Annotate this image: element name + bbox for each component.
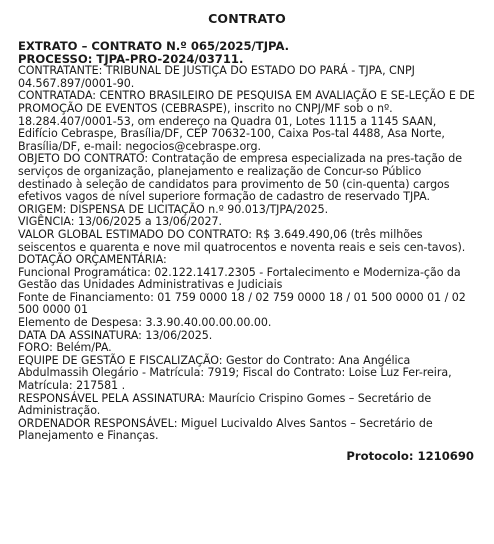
- document-title: CONTRATO: [208, 11, 286, 26]
- equipe-paragraph: EQUIPE DE GESTÃO E FISCALIZAÇÃO: Gestor do Contrato: Ana Angélica Abdulmassih Olegário - Matrícula: 7919; Fiscal do Contrato: Loise Luz Fer-reira, Matrícula: 217581 .: [18, 353, 452, 393]
- contratante-paragraph: CONTRATANTE: TRIBUNAL DE JUSTIÇA DO ESTADO DO PARÁ - TJPA, CNPJ 04.567.897/0001-90.: [18, 64, 415, 90]
- foro-paragraph: FORO: Belém/PA.: [18, 341, 112, 355]
- contratada-paragraph: CONTRATADA: CENTRO BRASILEIRO DE PESQUISA EM AVALIAÇÃO E SE-LEÇÃO E DE PROMOÇÃO DE EVENTOS (CEBRASPE), inscrito no CNPJ/MF sob o nº. 18.284.407/0001-53, om endereço na Quadra 01, Lotes 1115 a 1145 SAAN, Edifício Cebraspe, Brasília/DF, CEP 70632-100, Caixa Pos-tal 4488, Asa Norte, Brasília/DF, e-mail: negocios@cebraspe.org.: [18, 89, 475, 153]
- funcional-paragraph: Funcional Programática: 02.122.1417.2305 - Fortalecimento e Moderniza-ção da Gestão das Unidades Administrativas e Judiciais: [18, 265, 461, 292]
- dotacao-paragraph: DOTAÇÃO ORÇAMENTÁRIA:: [18, 253, 167, 267]
- origem-paragraph: ORIGEM: DISPENSA DE LICITAÇÃO n.º 90.013/TJPA/2025.: [18, 202, 329, 216]
- fonte-paragraph: Fonte de Financiamento: 01 759 0000 18 / 02 759 0000 18 / 01 500 0000 01 / 02 500 0000 01: [18, 290, 466, 317]
- data-assinatura-paragraph: DATA DA ASSINATURA: 13/06/2025.: [18, 328, 213, 342]
- process-heading: PROCESSO: TJPA-PRO-2024/03711.: [18, 51, 244, 66]
- vigencia-paragraph: VIGÊNCIA: 13/06/2025 a 13/06/2027.: [18, 215, 223, 229]
- protocol-number: Protocolo: 1210690: [346, 449, 474, 463]
- elemento-paragraph: Elemento de Despesa: 3.3.90.40.00.00.00.00.: [18, 316, 272, 330]
- extract-heading: EXTRATO – CONTRATO N.º 065/2025/TJPA.: [18, 39, 290, 53]
- ordenador-paragraph: ORDENADOR RESPONSÁVEL: Miguel Lucivaldo Alves Santos – Secretário de Planejamento e Finanças.: [18, 416, 433, 443]
- objeto-paragraph: OBJETO DO CONTRATO: Contratação de empresa especializada na pres-tação de serviços de organização, planejamento e realização de Concur-so Público destinado à seleção de candidatos para provimento de 50 (cin-quenta) cargos efetivos vagos de nível superiore formação de cadastro de reservado TJPA.: [18, 152, 463, 204]
- responsavel-paragraph: RESPONSÁVEL PELA ASSINATURA: Maurício Crispino Gomes – Secretário de Administração.: [18, 391, 432, 418]
- valor-paragraph: VALOR GLOBAL ESTIMADO DO CONTRATO: R$ 3.649.490,06 (três milhões seiscentos e quarenta e nove mil quatrocentos e noventa reais e seis cen-tavos).: [18, 227, 466, 254]
